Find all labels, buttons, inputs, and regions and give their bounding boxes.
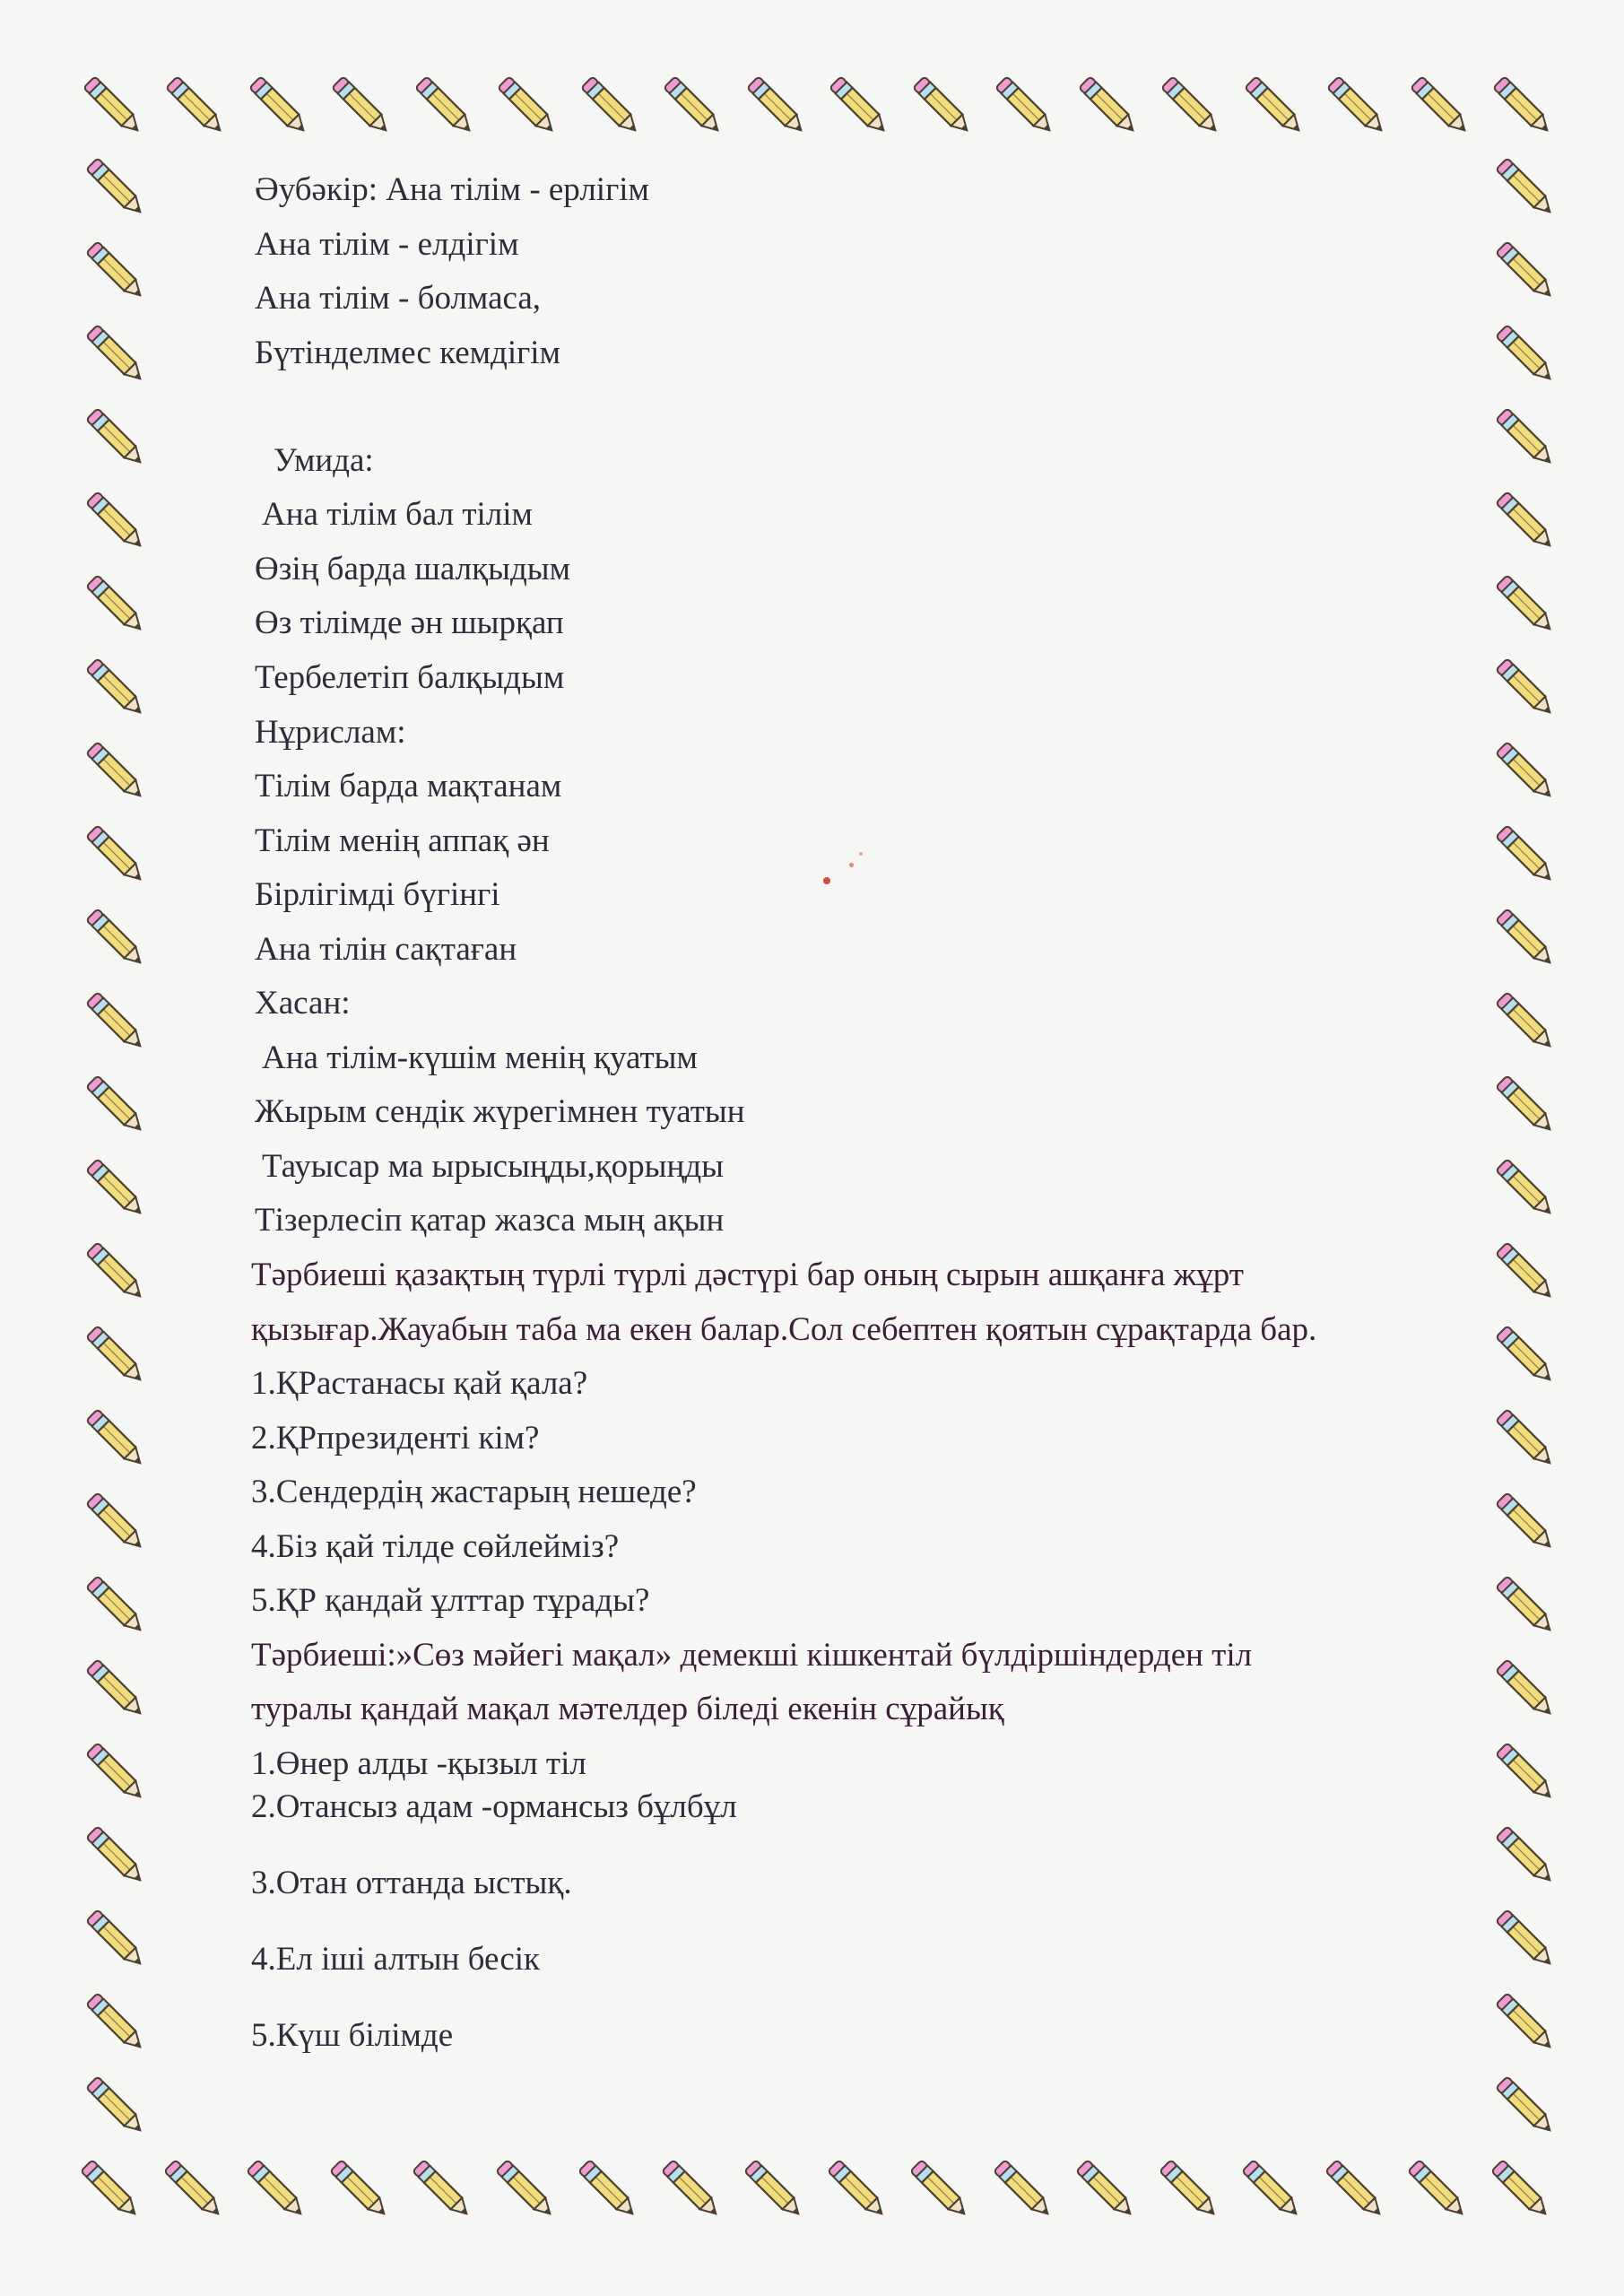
ink-speck: [859, 852, 863, 856]
text-line: 2.Отансыз адам -ормансыз бұлбұл: [251, 1788, 737, 1825]
text-line: қызығар.Жауабын таба ма екен балар.Сол себептен қоятын сұрақтарда бар.: [251, 1311, 1317, 1348]
text-line: 1.ҚРастанасы қай қала?: [251, 1365, 588, 1402]
text-line: Бірлігімді бүгінгі: [255, 876, 500, 913]
text-line: Ана тілім бал тілім: [262, 496, 533, 533]
text-line: Нұрислам:: [255, 714, 406, 751]
text-line: Тілім барда мақтанам: [255, 768, 562, 804]
text-line: Өзің барда шалқыдым: [255, 551, 571, 587]
text-line: 1.Өнер алды -қызыл тіл: [251, 1745, 586, 1782]
text-line: Тілім менің аппақ ән: [255, 822, 550, 859]
text-line: 3.Отан оттанда ыстық.: [251, 1865, 572, 1901]
text-line: Тербелетіп балқыдым: [255, 659, 565, 696]
text-line: Бүтінделмес кемдігім: [255, 335, 561, 371]
text-line: 2.ҚРпрезиденті кім?: [251, 1420, 540, 1457]
text-line: 5.Күш білімде: [251, 2017, 454, 2054]
text-line: 4.Біз қай тілде сөйлейміз?: [251, 1528, 620, 1565]
text-line: Ана тілім-күшім менің қуатым: [262, 1039, 698, 1076]
text-line: Тәрбиеші:»Сөз мәйегі мақал» демекші кішкентай бүлдіршіндерден тіл: [251, 1637, 1253, 1674]
text-line: Хасан:: [255, 985, 351, 1022]
text-line: Тізерлесіп қатар жазса мың ақын: [255, 1202, 725, 1239]
text-line: Ана тілім - болмаса,: [255, 280, 542, 317]
text-line: Жырым сендік жүрегімнен туатын: [255, 1093, 745, 1130]
text-line: Әубәкір: Ана тілім - ерлігім: [255, 171, 649, 208]
text-line: Өз тілімде ән шырқап: [255, 604, 564, 641]
text-line: туралы қандай мақал мәтелдер біледі екенін сұрайық: [251, 1691, 1004, 1727]
text-line: Ана тілін сақтаған: [255, 931, 517, 968]
ink-speck: [849, 863, 854, 867]
ink-speck: [823, 877, 830, 884]
text-line: Ана тілім - елдігім: [255, 226, 519, 263]
text-line: Тауысар ма ырысыңды,қорыңды: [262, 1148, 725, 1185]
text-line: 3.Сендердің жастарың нешеде?: [251, 1474, 697, 1510]
text-line: Умида:: [274, 442, 374, 479]
text-line: 4.Ел іші алтын бесік: [251, 1941, 541, 1978]
text-line: Тәрбиеші қазақтың түрлі түрлі дәстүрі бар оның сырын ашқанға жұрт: [251, 1257, 1244, 1293]
text-line: 5.ҚР қандай ұлттар тұрады?: [251, 1582, 650, 1619]
